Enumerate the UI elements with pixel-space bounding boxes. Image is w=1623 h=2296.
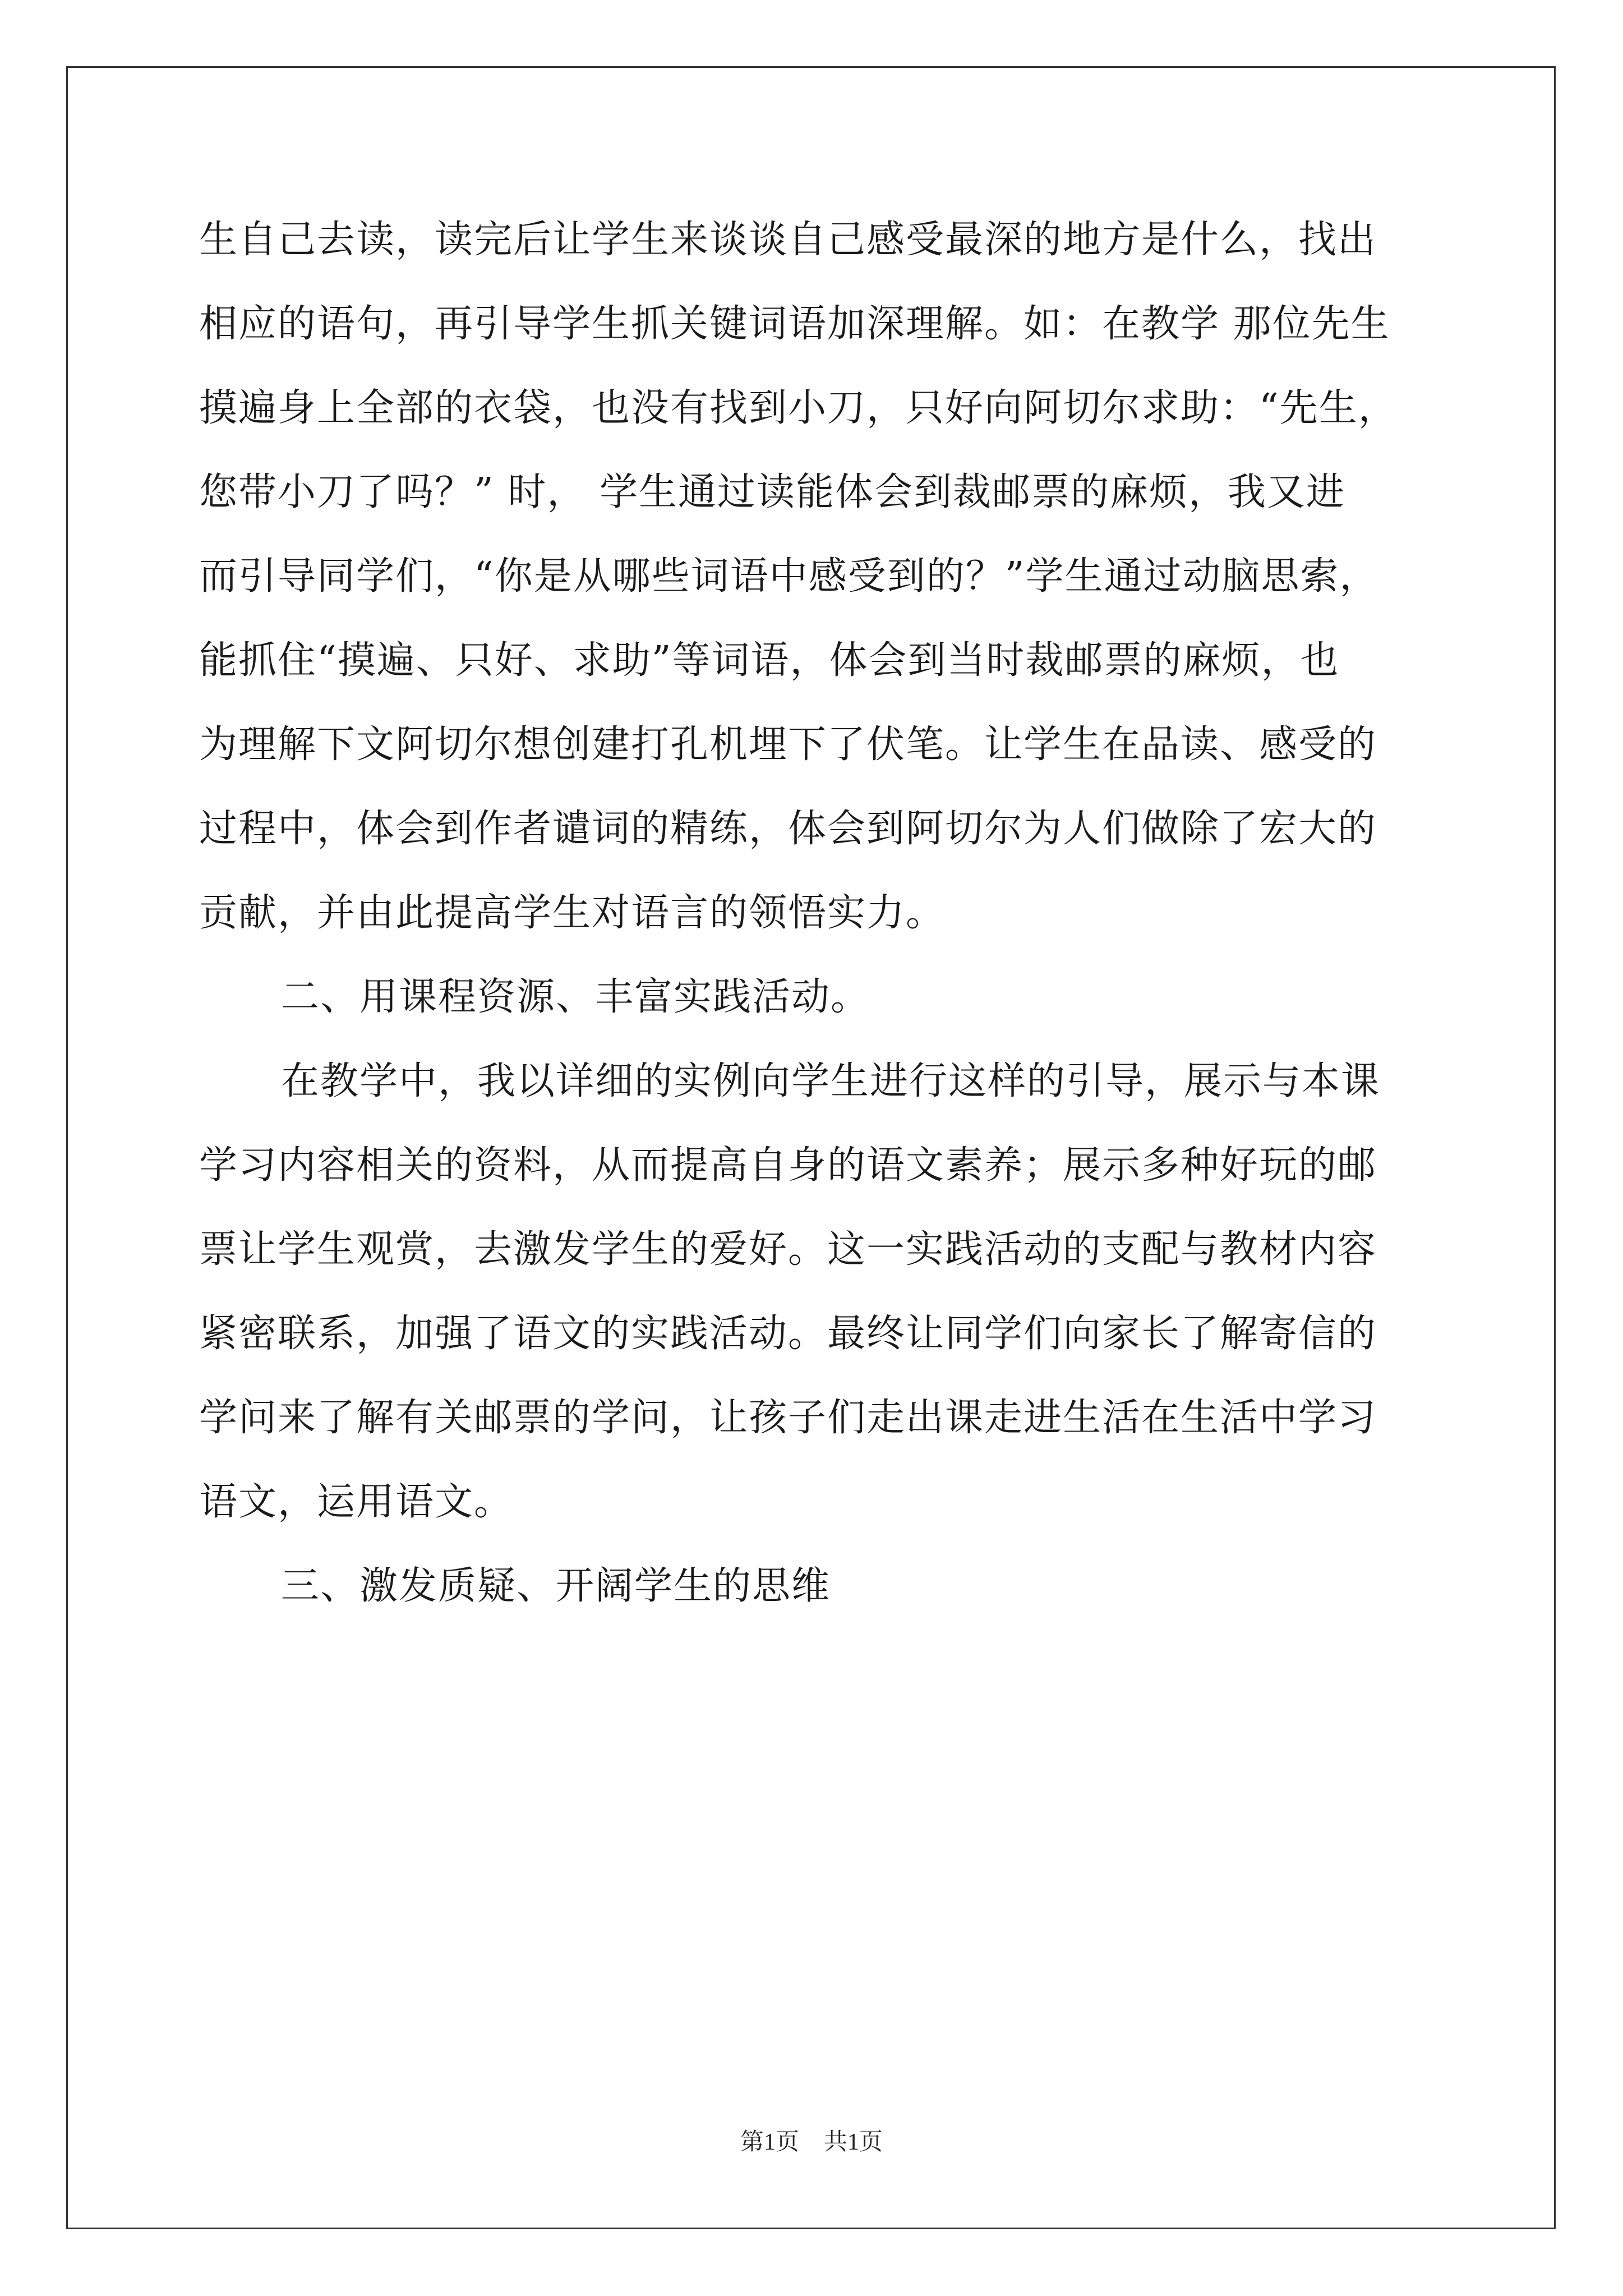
text-line: 紧密联系，加强了语文的实践活动。最终让同学们向家长了解寄信的 (199, 1312, 1377, 1356)
text-line: 贡献，并由此提高学生对语言的领悟实力。 (199, 891, 946, 935)
page-number: 第1页 (740, 2129, 799, 2155)
text-line: 而引导同学们，“你是从哪些词语中感受到的？”学生通过动脑思索， (199, 554, 1379, 599)
text-line: 在教学中，我以详细的实例向学生进行这样的引导，展示与本课 (281, 1059, 1381, 1103)
text-line: 过程中，体会到作者谴词的精练，体会到阿切尔为人们做除了宏大的 (199, 807, 1377, 851)
text-line: 您带小刀了吗？” 时， 学生通过读能体会到裁邮票的麻烦，我又进 (199, 470, 1345, 514)
text-line: 相应的语句，再引导学生抓关键词语加深理解。如：在教学 那位先生 (199, 302, 1390, 346)
text-line: 学问来了解有关邮票的学问，让孩子们走出课走进生活在生活中学习 (199, 1396, 1377, 1440)
text-line: 票让学生观赏，去激发学生的爱好。这一实践活动的支配与教材内容 (199, 1227, 1377, 1272)
text-line: 能抓住“摸遍、只好、求助”等词语，体会到当时裁邮票的麻烦，也 (199, 638, 1340, 683)
text-line: 语文，运用语文。 (199, 1480, 514, 1524)
section-heading: 三、激发质疑、开阔学生的思维 (281, 1564, 831, 1608)
page-total: 共1页 (824, 2129, 883, 2155)
text-line: 为理解下文阿切尔想创建打孔机埋下了伏笔。让学生在品读、感受的 (199, 723, 1377, 767)
section-heading: 二、用课程资源、丰富实践活动。 (281, 975, 870, 1019)
page-footer (0, 2123, 1623, 2157)
text-line: 生自己去读，读完后让学生来谈谈自己感受最深的地方是什么，找出 (199, 218, 1377, 262)
text-line: 摸遍身上全部的衣袋，也没有找到小刀，只好向阿切尔求助：“先生， (199, 386, 1398, 430)
text-line: 学习内容相关的资料，从而提高自身的语文素养；展示多种好玩的邮 (199, 1143, 1377, 1188)
